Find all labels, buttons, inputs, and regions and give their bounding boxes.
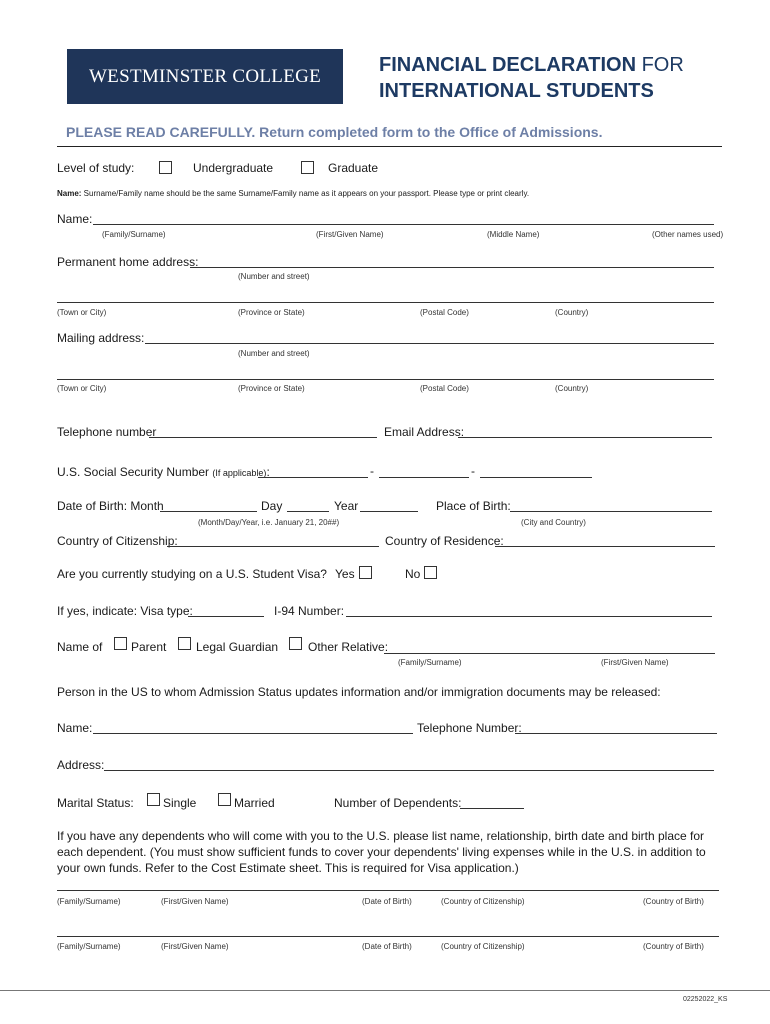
header-rule — [57, 146, 722, 147]
permanent-sub-postal: (Postal Code) — [420, 308, 469, 317]
dob-sub: (Month/Day/Year, i.e. January 21, 20##) — [198, 518, 340, 527]
permanent-sub-province: (Province or State) — [238, 308, 305, 317]
ssn-part1-input[interactable] — [258, 477, 368, 478]
dep1-country: (Country of Birth) — [643, 897, 704, 906]
birth-place-sub: (City and Country) — [521, 518, 586, 527]
logo-text: WESTMINSTER COLLEGE — [88, 65, 322, 87]
dob-month-label: Date of Birth: Month — [57, 499, 164, 513]
graduate-label: Graduate — [328, 161, 379, 175]
dob-year-input[interactable] — [360, 511, 418, 512]
parent-label: Parent — [131, 640, 167, 654]
marital-label: Marital Status: — [57, 796, 134, 810]
visa-no-label: No — [405, 567, 421, 581]
name-sub-middle: (Middle Name) — [487, 230, 540, 239]
dob-day-input[interactable] — [287, 511, 329, 512]
dep2-dob: (Date of Birth) — [362, 942, 412, 951]
dependents-paragraph: If you have any dependents who will come with you to the U.S. please list name, relationship, birth date and birth place for each dependent. (You must show sufficient funds to cover your dependents' living expenses while in the U.S. in addition to your own funds. Refer to the Cost Estimate sheet. This is required for Visa application.) — [57, 829, 706, 875]
telephone-label: Telephone number — [57, 425, 157, 439]
us-contact-name-input[interactable] — [93, 733, 413, 734]
ssn-part3-input[interactable] — [480, 477, 592, 478]
permanent-sub-country: (Country) — [555, 308, 589, 317]
parent-checkbox[interactable] — [114, 637, 127, 650]
us-contact-address-label: Address: — [57, 758, 105, 772]
relative-sub-family: (Family/Surname) — [398, 658, 462, 667]
title-line-2: INTERNATIONAL STUDENTS — [379, 80, 654, 102]
i94-label: I-94 Number: — [274, 604, 345, 618]
guardian-label: Name of — [57, 640, 103, 654]
dob-month-input[interactable] — [160, 511, 257, 512]
ssn-dash-2: - — [471, 464, 475, 478]
name-label: Name: — [57, 212, 93, 226]
ssn-label — [57, 465, 270, 479]
ssn-label-text: U.S. Social Security Number — [57, 465, 210, 479]
citizenship-input[interactable] — [167, 546, 379, 547]
other-relative-checkbox[interactable] — [289, 637, 302, 650]
us-contact-intro: Person in the US to whom Admission Status updates information and/or immigration documents may be released: — [57, 685, 661, 699]
dependent-row-1-input[interactable] — [57, 890, 719, 891]
dependents-count-label: Number of Dependents: — [334, 796, 462, 810]
dob-year-label: Year — [334, 499, 359, 513]
telephone-input[interactable] — [149, 437, 377, 438]
title-light: FOR — [636, 54, 684, 76]
dep1-citizenship: (Country of Citizenship) — [441, 897, 525, 906]
dep1-given: (First/Given Name) — [161, 897, 229, 906]
us-contact-name-label: Name: — [57, 721, 93, 735]
ssn-dash-1: - — [370, 464, 374, 478]
dob-day-label: Day — [261, 499, 283, 513]
dep1-dob: (Date of Birth) — [362, 897, 412, 906]
us-contact-phone-input[interactable] — [515, 733, 717, 734]
dep2-country: (Country of Birth) — [643, 942, 704, 951]
relative-sub-given: (First/Given Name) — [601, 658, 669, 667]
dependents-count-input[interactable] — [460, 808, 524, 809]
email-input[interactable] — [458, 437, 712, 438]
mailing-sub-country: (Country) — [555, 384, 589, 393]
mailing-sub-postal: (Postal Code) — [420, 384, 469, 393]
single-label: Single — [163, 796, 197, 810]
permanent-street-input[interactable] — [190, 267, 714, 268]
citizenship-label: Country of Citizenship: — [57, 534, 178, 548]
mailing-street-input[interactable] — [145, 343, 714, 344]
name-sub-other: (Other names used) — [652, 230, 724, 239]
dependent-row-2-input[interactable] — [57, 936, 719, 937]
residence-label: Country of Residence: — [385, 534, 504, 548]
single-checkbox[interactable] — [147, 793, 160, 806]
relative-name-input[interactable] — [384, 653, 715, 654]
mailing-city-input[interactable] — [57, 379, 714, 380]
residence-input[interactable] — [495, 546, 715, 547]
name-note — [57, 189, 529, 198]
mailing-sub-town: (Town or City) — [57, 384, 107, 393]
college-logo — [67, 49, 343, 104]
permanent-city-input[interactable] — [57, 302, 714, 303]
dep1-family: (Family/Surname) — [57, 897, 121, 906]
notice-rest: . Return completed form to the Office of Admissions. — [251, 124, 603, 140]
dep2-given: (First/Given Name) — [161, 942, 229, 951]
study-label: Level of study: — [57, 161, 135, 175]
permanent-sub-town: (Town or City) — [57, 308, 107, 317]
married-checkbox[interactable] — [218, 793, 231, 806]
us-contact-phone-label: Telephone Number: — [417, 721, 522, 735]
undergraduate-label: Undergraduate — [193, 161, 274, 175]
ssn-note: (If applicable) — [212, 468, 267, 478]
visa-type-input[interactable] — [188, 616, 264, 617]
permanent-label: Permanent home address: — [57, 255, 199, 269]
visa-question: Are you currently studying on a U.S. Student Visa? — [57, 567, 327, 581]
visa-yes-checkbox[interactable] — [359, 566, 372, 579]
name-sub-given: (First/Given Name) — [316, 230, 384, 239]
name-note-text: Surname/Family name should be the same Surname/Family name as it appears on your passport. Please type or print clearly. — [81, 189, 530, 198]
legal-guardian-checkbox[interactable] — [178, 637, 191, 650]
dep2-family: (Family/Surname) — [57, 942, 121, 951]
visa-type-label: If yes, indicate: Visa type: — [57, 604, 193, 618]
ssn-part2-input[interactable] — [379, 477, 469, 478]
visa-yes-label: Yes — [335, 567, 355, 581]
i94-input[interactable] — [346, 616, 712, 617]
mailing-sub-province: (Province or State) — [238, 384, 305, 393]
form-title — [379, 52, 684, 104]
permanent-sub-street: (Number and street) — [238, 272, 310, 281]
birth-place-label: Place of Birth: — [436, 499, 511, 513]
other-relative-label: Other Relative: — [308, 640, 389, 654]
name-input[interactable] — [93, 224, 714, 225]
married-label: Married — [234, 796, 275, 810]
ssn-colon: : — [266, 465, 270, 479]
dep2-citizenship: (Country of Citizenship) — [441, 942, 525, 951]
legal-guardian-label: Legal Guardian — [196, 640, 279, 654]
mailing-label: Mailing address: — [57, 331, 145, 345]
title-bold: FINANCIAL DECLARATION — [379, 54, 637, 76]
name-sub-family: (Family/Surname) — [102, 230, 166, 239]
mailing-sub-street: (Number and street) — [238, 349, 310, 358]
notice — [66, 124, 602, 140]
graduate-checkbox[interactable] — [301, 161, 314, 174]
form-code: 02252022_KS — [683, 996, 728, 1003]
us-contact-address-input[interactable] — [104, 770, 714, 771]
email-label: Email Address: — [384, 425, 465, 439]
footer-rule — [0, 990, 770, 991]
notice-bold: PLEASE READ CAREFULLY — [66, 124, 252, 140]
name-note-bold: Name: — [57, 189, 82, 198]
undergraduate-checkbox[interactable] — [159, 161, 172, 174]
birth-place-input[interactable] — [510, 511, 712, 512]
visa-no-checkbox[interactable] — [424, 566, 437, 579]
